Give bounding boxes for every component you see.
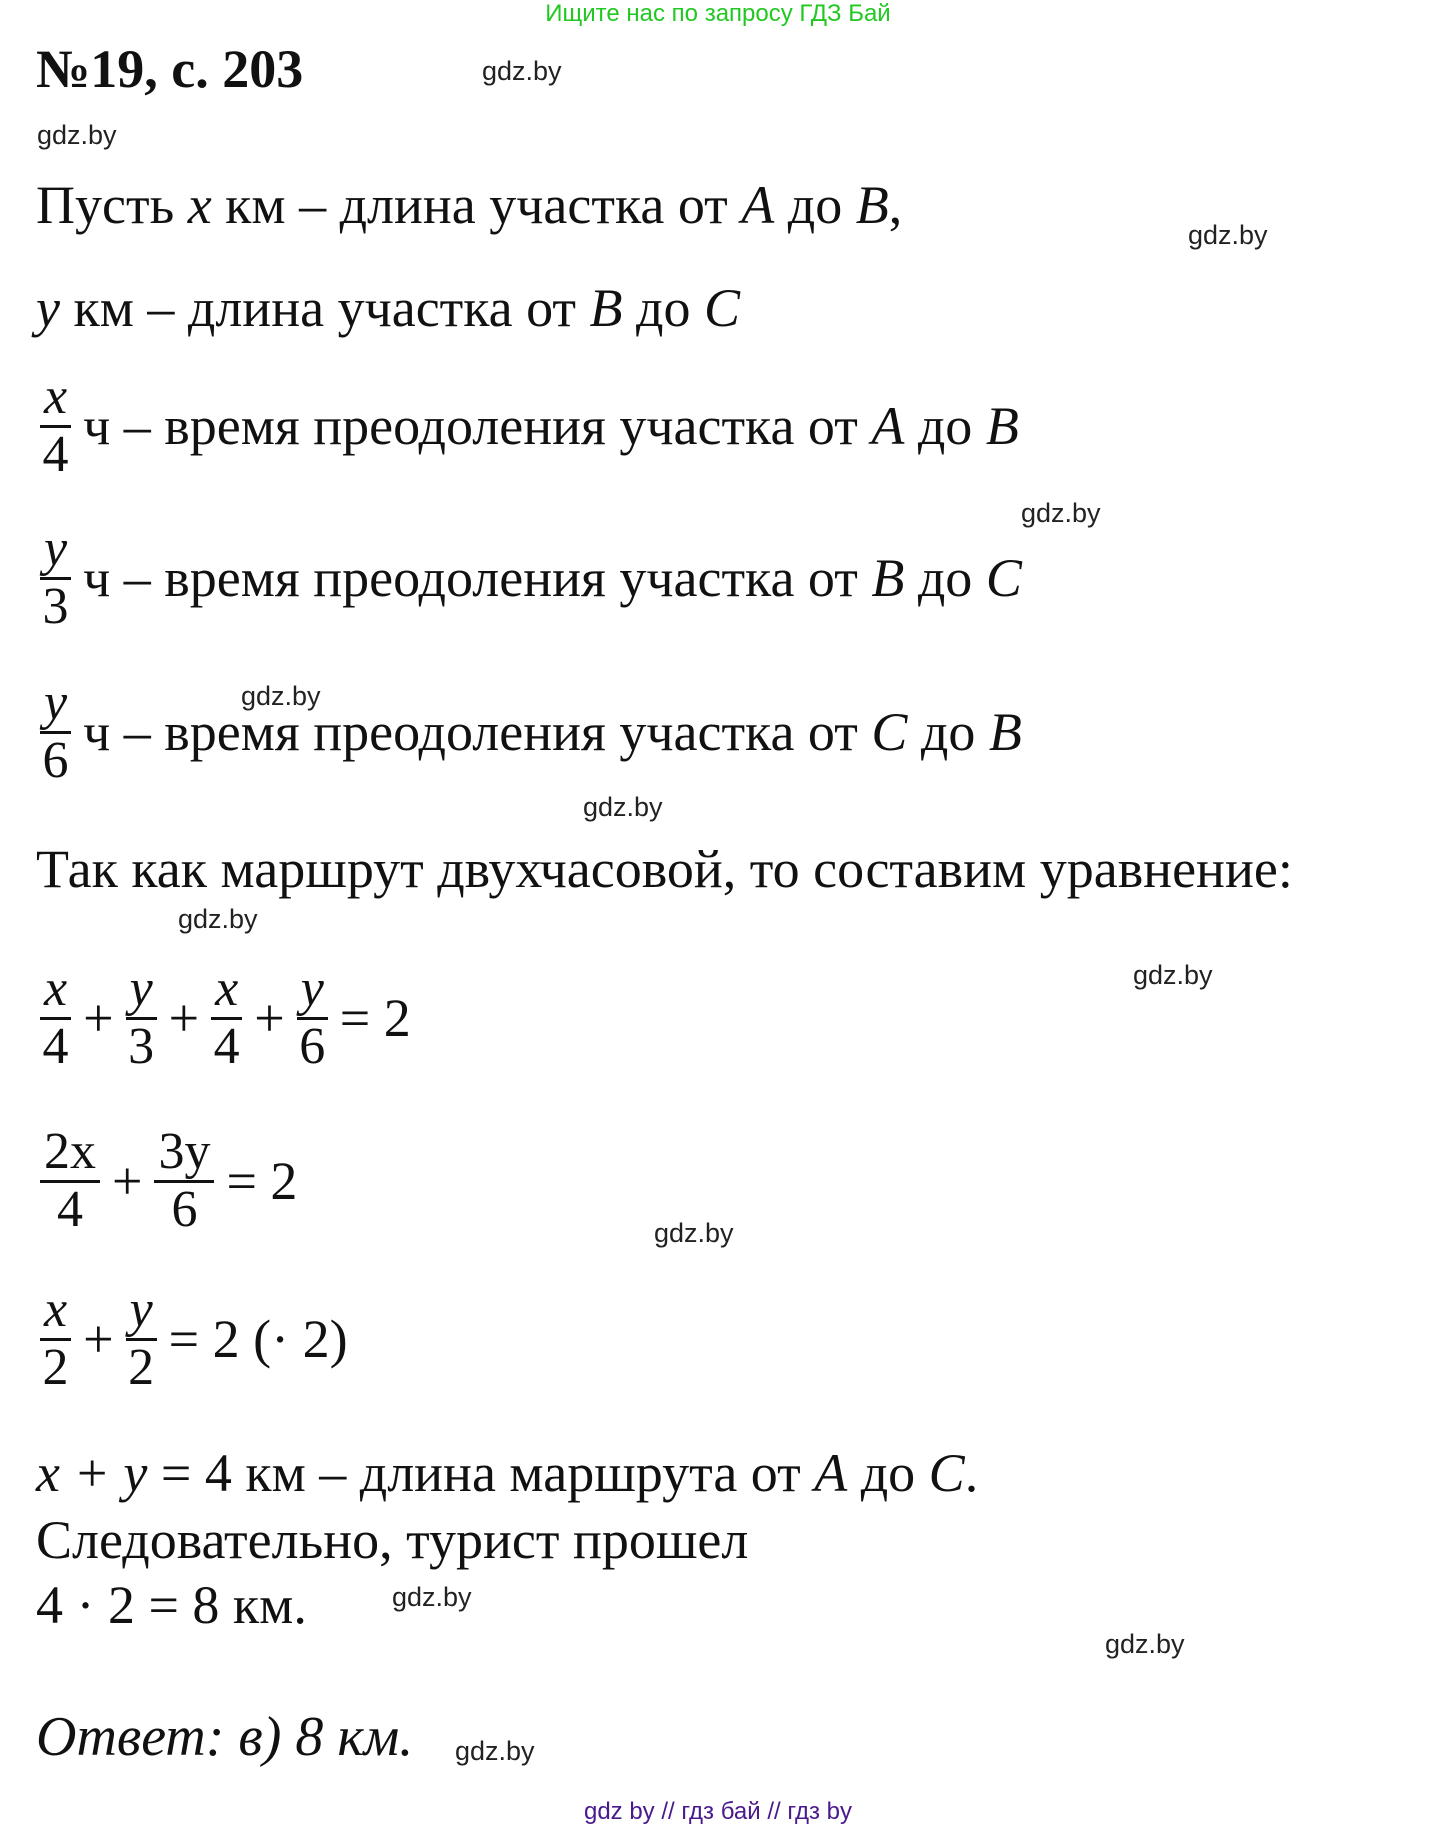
text-line-x-definition: Пусть x км – длина участка от A до B, <box>36 175 903 235</box>
fraction: $\frac{y}{6}$ <box>40 676 71 788</box>
fraction: $\frac{x}{4}$ <box>40 370 71 482</box>
watermark: gdz.by <box>178 904 258 934</box>
watermark: gdz.by <box>1133 960 1213 990</box>
watermark: gdz.by <box>1188 220 1268 250</box>
watermark: gdz.by <box>1021 498 1101 528</box>
page-title: №19, с. 203 <box>36 39 304 99</box>
equation-intro: Так как маршрут двухчасовой, то составим уравнение: <box>36 839 1293 899</box>
time-cb-line: $\frac{y}{6}$ ч – время преодоления участка от C до B <box>36 676 1022 788</box>
equation-2: $\frac{2x}{4}$ + $\frac{3y}{6}$ = 2 <box>36 1125 297 1237</box>
fraction: $\frac{y}{3}$ <box>40 522 71 634</box>
answer: Ответ: в) 8 км. <box>36 1706 414 1768</box>
watermark: gdz.by <box>482 56 562 86</box>
watermark: gdz.by <box>654 1218 734 1248</box>
watermark: gdz.by <box>1105 1629 1185 1659</box>
watermark: gdz.by <box>37 120 117 150</box>
result-line: x + y = 4 км – длина маршрута от A до C. <box>36 1443 979 1503</box>
time-ab-line: $\frac{x}{4}$ ч – время преодоления участка от A до B <box>36 370 1019 482</box>
search-banner[interactable]: Ищите нас по запросу ГДЗ Бай <box>545 0 891 27</box>
watermark: gdz.by <box>583 792 663 822</box>
watermark: gdz.by <box>392 1582 472 1612</box>
time-bc-line: $\frac{y}{3}$ ч – время преодоления участка от B до C <box>36 522 1022 634</box>
watermark: gdz.by <box>455 1736 535 1766</box>
footer-links[interactable]: gdz by // гдз бай // гдз by <box>583 1798 853 1825</box>
equation-1: $\frac{x}{4}$ + $\frac{y}{3}$ + $\frac{x}{4}$ + $\frac{y}{6}$ = 2 <box>36 962 411 1074</box>
equation-3: $\frac{x}{2}$ + $\frac{y}{2}$ = 2 (· 2) <box>36 1283 348 1395</box>
conclusion-line: Следовательно, турист прошел <box>36 1510 749 1570</box>
watermark: gdz.by <box>241 681 321 711</box>
calculation-line: 4 · 2 = 8 км. <box>36 1575 307 1635</box>
text-line-y-definition: y км – длина участка от B до C <box>36 278 741 338</box>
